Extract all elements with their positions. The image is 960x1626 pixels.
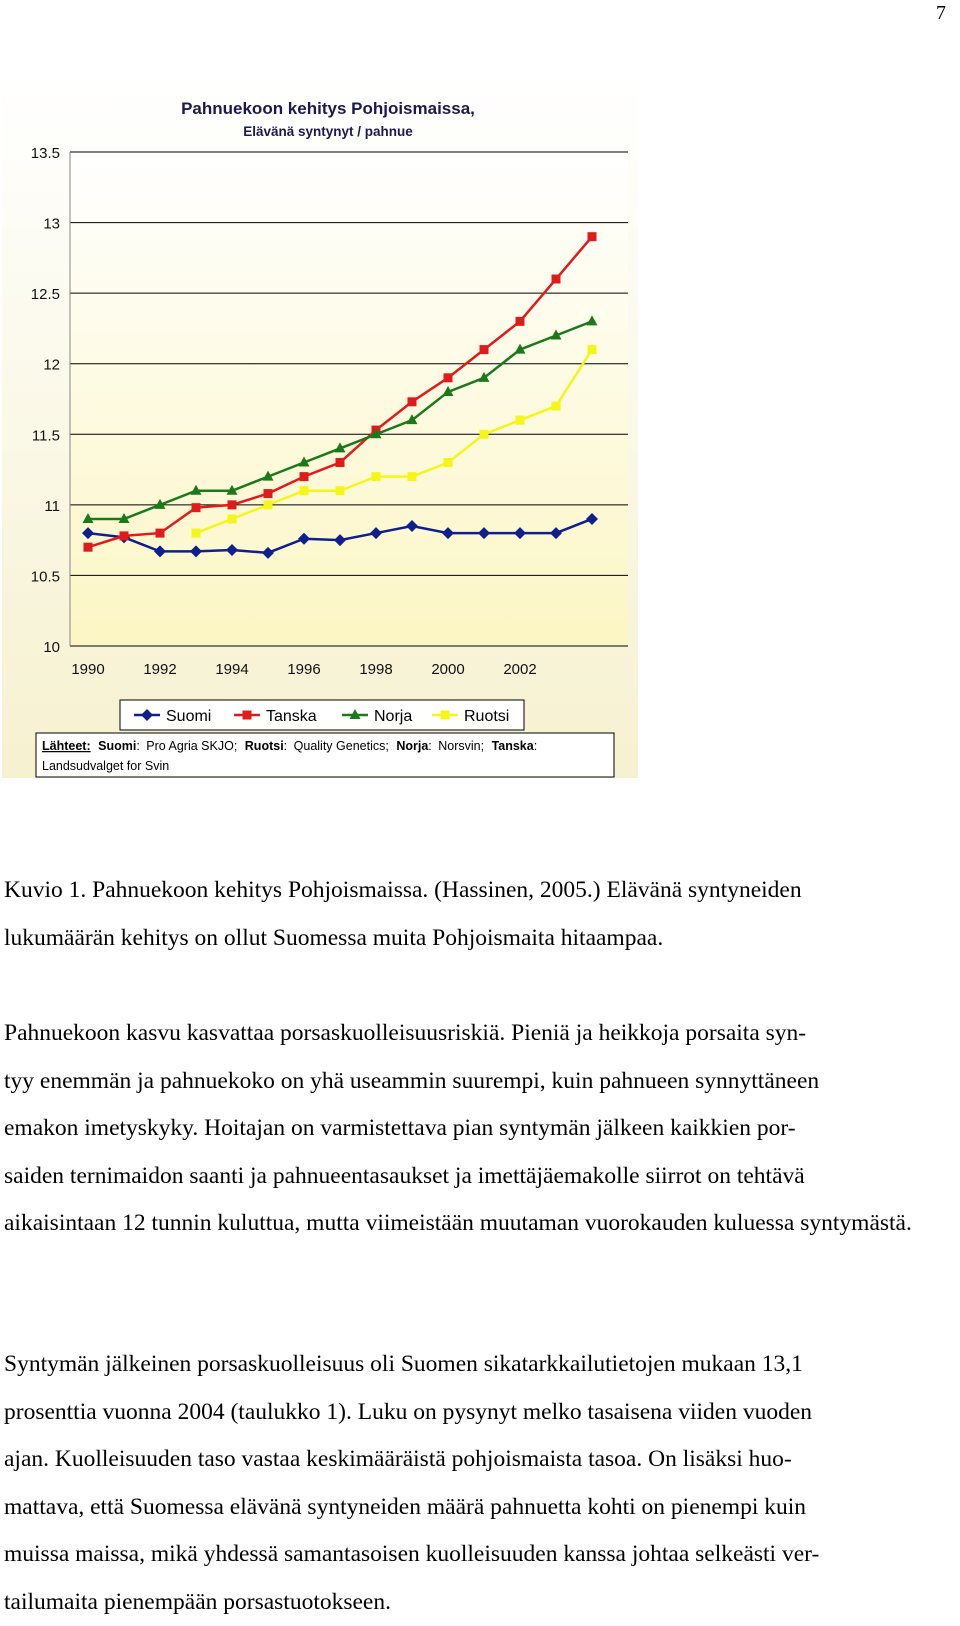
y-tick-label: 11 xyxy=(44,497,60,515)
x-tick-label: 1990 xyxy=(71,661,105,678)
data-point xyxy=(480,430,489,439)
data-point xyxy=(264,500,273,509)
data-point xyxy=(444,458,453,467)
y-tick-label: 11.5 xyxy=(31,427,60,445)
legend xyxy=(120,700,524,730)
sources-text-2: Norsvin; xyxy=(438,739,485,753)
sources-text-0: Pro Agria SKJO; xyxy=(146,739,238,753)
sources-country-2: Norja xyxy=(396,739,429,753)
figure xyxy=(2,78,642,808)
paragraph-line: mattava, että Suomessa elävänä syntyneiden määrä pahnuetta kohti on pienempi kuin xyxy=(4,1493,807,1520)
page-number: 7 xyxy=(936,2,946,24)
legend-label: Ruotsi xyxy=(464,708,510,725)
legend-label: Suomi xyxy=(166,708,212,725)
x-tick-label: 1998 xyxy=(359,661,393,678)
data-point xyxy=(336,458,345,467)
paragraph-line: aikaisintaan 12 tunnin kuluttua, mutta viimeistään muutaman vuorokauden kuluessa xyxy=(4,1210,795,1236)
plot-area xyxy=(70,152,628,646)
y-tick-label: 12 xyxy=(43,356,60,374)
sources-line-1: Lähteet: Suomi: Pro Agria SKJO; Ruotsi: Quality Genetics; Norja: Norsvin; Tanska: xyxy=(42,739,538,753)
data-point xyxy=(228,514,237,523)
data-point xyxy=(516,317,525,326)
y-tick-label: 12.5 xyxy=(30,286,60,304)
data-point xyxy=(408,397,417,406)
caption-line: Kuvio 1. Pahnuekoon kehitys Pohjoismaissa. (Hassinen, 2005.) Elävänä syntyneiden xyxy=(4,877,802,903)
sources-country-3: Tanska xyxy=(491,739,534,753)
x-tick-label: 1996 xyxy=(287,661,321,678)
data-point xyxy=(192,529,201,538)
x-tick-label: 1994 xyxy=(215,661,249,678)
paragraph-line: ajan. Kuolleisuuden taso vastaa keskimääräistä pohjoismaista tasoa. On lisäksi huo- xyxy=(4,1446,792,1472)
paragraph-line: muissa maissa, mikä yhdessä samantasoisen kuolleisuuden kanssa johtaa selkeästi ver- xyxy=(4,1541,820,1567)
data-point xyxy=(444,373,453,382)
data-point xyxy=(84,543,93,552)
legend-label: Norja xyxy=(374,708,413,725)
data-point xyxy=(264,489,273,498)
y-tick-label: 13 xyxy=(43,215,60,233)
paragraph-line: prosenttia vuonna 2004 (taulukko 1). Luku on pysynyt melko tasaisena viiden vuoden xyxy=(4,1398,812,1425)
caption-line: lukumäärän kehitys on ollut Suomessa muita Pohjoismaita hitaampaa. xyxy=(4,924,664,951)
y-tick-label: 10.5 xyxy=(30,568,60,586)
data-point xyxy=(192,503,201,512)
data-point xyxy=(516,416,525,425)
data-point xyxy=(120,531,129,540)
data-point xyxy=(408,472,417,481)
legend-label: Tanska xyxy=(266,708,317,725)
data-point xyxy=(588,345,597,354)
figure-caption xyxy=(4,867,954,962)
data-point xyxy=(588,232,597,241)
sources-text-1: Quality Genetics; xyxy=(293,739,389,753)
x-tick-label: 2002 xyxy=(503,661,537,678)
paragraph-line: syntymästä. xyxy=(800,1210,912,1236)
chart-title: Pahnuekoon kehitys Pohjoismaissa, xyxy=(181,99,475,118)
y-tick-label: 13.5 xyxy=(30,145,60,162)
data-point xyxy=(156,529,165,538)
data-point xyxy=(552,275,561,284)
x-tick-label: 1992 xyxy=(143,661,177,678)
data-point xyxy=(441,711,450,720)
sources-line-2: Landsudvalget for Svin xyxy=(42,759,170,773)
paragraph-1 xyxy=(4,1010,954,1248)
data-point xyxy=(372,472,381,481)
data-point xyxy=(300,486,309,495)
y-tick-label: 10 xyxy=(43,639,60,656)
paragraph-line: emakon imetyskyky. Hoitajan on varmistettava pian syntymän jälkeen kaikkien por- xyxy=(4,1115,796,1141)
sources-country-0: Suomi xyxy=(98,739,137,753)
data-point xyxy=(552,402,561,411)
chart-subtitle: Elävänä syntynyt / pahnue xyxy=(243,124,413,139)
paragraph-line: tailumaita pienempään porsastuotokseen. xyxy=(4,1588,391,1615)
sources-country-1: Ruotsi xyxy=(244,739,284,753)
data-point xyxy=(228,500,237,509)
x-tick-label: 2000 xyxy=(431,661,465,678)
sources-label: Lähteet: xyxy=(42,739,91,753)
data-point xyxy=(480,345,489,354)
data-point xyxy=(336,486,345,495)
paragraph-2 xyxy=(4,1341,954,1626)
paragraph-line: tyy enemmän ja pahnuekoko on yhä useammin suurempi, kuin pahnueen synnyttäneen xyxy=(4,1067,820,1094)
paragraph-line: Syntymän jälkeinen porsaskuolleisuus oli Suomen sikatarkkailutietojen mukaan 13,1 xyxy=(4,1351,803,1377)
data-point xyxy=(243,711,252,720)
data-point xyxy=(300,472,309,481)
paragraph-line: Pahnuekoon kasvu kasvattaa porsaskuolleisuusriskiä. Pieniä ja heikkoja porsaita syn- xyxy=(4,1020,807,1046)
line-chart xyxy=(2,78,642,808)
paragraph-line: saiden ternimaidon saanti ja pahnueentasaukset ja imettäjäemakolle siirrot on tehtävä xyxy=(4,1162,805,1189)
sources-box-group xyxy=(36,733,614,777)
